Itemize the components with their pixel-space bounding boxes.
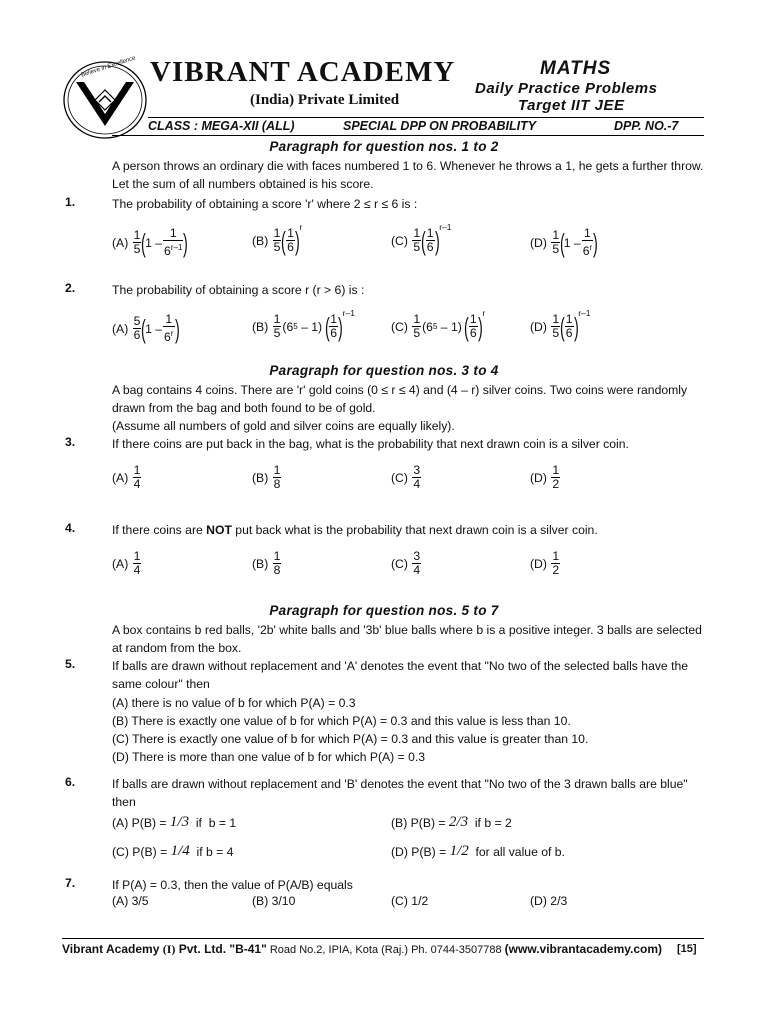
q7-option-c: (C) 1/2: [391, 894, 429, 908]
q4-option-a: [112, 550, 142, 577]
fraction: 3 4: [413, 463, 421, 491]
q5-option-c: (C) There is exactly one value of b for which P(A) = 0.3 and this value is greater than 10.: [112, 732, 589, 746]
paragraph-3-line-1: A box contains b red balls, '2b' white balls and '3b' blue balls where b is a positive integer. 3 balls are selected: [112, 623, 702, 637]
fraction: 1 6: [287, 226, 294, 254]
fraction: 1 8: [273, 549, 281, 577]
fraction: 1 6$^{r-1}$: [164, 226, 183, 259]
question-number: 6.: [65, 775, 76, 789]
q3-option-b: [252, 464, 282, 491]
paragraph-heading-2: Paragraph for question nos. 3 to 4: [269, 363, 499, 378]
q6-option-d: (D) P(B) = 1/2 for all value of b.: [391, 843, 565, 859]
academy-logo: [62, 60, 148, 140]
option-label: (D): [530, 319, 547, 334]
brand-subtitle: (India) Private Limited: [250, 92, 400, 108]
header-rule-top: [148, 117, 704, 118]
question-text-line-2: same colour" then: [112, 677, 210, 691]
q2-option-c: (C) 1 5 (6 5 – 1) ( 1 6 ) r: [391, 307, 486, 342]
fraction: 5 6: [133, 314, 141, 343]
option-label: (A): [112, 321, 129, 336]
q4-option-d: [530, 550, 561, 577]
paragraph-1-line-1: A person throws an ordinary die with faces numbered 1 to 6. Whenever he throws a 1, he gets a further throw.: [112, 159, 704, 173]
q1-option-c: (C) 1 5 ( 1 6 ) r–1: [391, 221, 452, 256]
header-rule-bottom: [112, 135, 704, 136]
q3-option-c: [391, 464, 422, 491]
paragraph-2-line-2: drawn from the bag and both found to be of gold.: [112, 401, 376, 415]
page-number: [15]: [677, 943, 697, 955]
q2-option-d: (D) 1 5 ( 1 6 ) r–1: [530, 307, 591, 342]
topic-label: SPECIAL DPP ON PROBABILITY: [343, 119, 537, 133]
target-title: Target IIT JEE: [518, 97, 625, 114]
fraction: 1 6: [469, 312, 477, 340]
fraction: 1 2: [552, 463, 560, 491]
fraction: 1 4: [133, 549, 141, 577]
paragraph-heading-1: Paragraph for question nos. 1 to 2: [269, 139, 499, 154]
option-label: (D): [530, 556, 547, 571]
fraction: 1 5: [413, 226, 421, 254]
fraction: 1 5: [273, 226, 281, 254]
fraction: 1 6: [426, 226, 434, 254]
option-label: (A): [112, 235, 129, 250]
series-title: Daily Practice Problems: [475, 80, 658, 97]
fraction: 1 4: [133, 463, 141, 491]
subject-title: MATHS: [540, 58, 612, 79]
q5-option-b: (B) There is exactly one value of b for which P(A) = 0.3 and this value is less than 10.: [112, 714, 571, 728]
fraction: 1 6$^r$: [164, 312, 174, 345]
q1-option-d: (D) 1 5 ( 1 – 1 6$^r$ ): [530, 226, 598, 259]
fraction: 1 6: [330, 312, 337, 340]
fraction: 1 5: [133, 228, 141, 257]
question-number: 3.: [65, 435, 76, 449]
paragraph-2-line-1: A bag contains 4 coins. There are 'r' gold coins (0 ≤ r ≤ 4) and (4 – r) silver coins. Two coins were randomly: [112, 383, 688, 397]
q5-option-d: (D) There is more than one value of b for which P(A) = 0.3: [112, 750, 426, 764]
q1-option-a: (A) 1 5 ( 1 – 1 6$^{r-1}$ ): [112, 226, 189, 259]
question-text: If there coins are NOT put back what is the probability that next drawn coin is a silver coin.: [112, 523, 598, 537]
dpp-number: DPP. NO.-7: [614, 119, 679, 133]
paragraph-3-line-2: at random from the box.: [112, 641, 242, 655]
class-label: CLASS : MEGA-XII (ALL): [148, 119, 295, 133]
fraction: 1 5: [552, 312, 560, 340]
fraction: 1 8: [273, 463, 281, 491]
website-link[interactable]: (www.vibrantacademy.com): [504, 942, 663, 956]
question-text-line-2: then: [112, 795, 136, 809]
option-label: (B): [252, 319, 269, 334]
q6-option-c: (C) P(B) = 1/4 if b = 4: [112, 843, 234, 859]
question-number: 7.: [65, 876, 76, 890]
option-label: (B): [252, 556, 269, 571]
option-label: (D): [530, 235, 547, 250]
fraction: 1 5: [552, 228, 560, 257]
option-label: (C): [391, 233, 408, 248]
fraction: 1 2: [552, 549, 560, 577]
fraction: 1 5: [273, 312, 281, 340]
q4-option-c: [391, 550, 422, 577]
q2-option-b: (B) 1 5 (6 5 – 1) ( 1 6 ) r–1: [252, 307, 355, 342]
q2-option-a: (A) 5 6 ( 1 – 1 6$^r$ ): [112, 312, 180, 345]
q7-option-a: (A) 3/5: [112, 894, 149, 908]
question-text: The probability of obtaining a score r (r > 6) is :: [112, 283, 365, 297]
footer-address: Vibrant Academy (I) Pvt. Ltd. "B-41" Road No.2, IPIA, Kota (Raj.) Ph. 0744-3507788 (www.vibrantacademy.com): [62, 942, 663, 956]
option-label: (A): [112, 556, 129, 571]
question-text-line-1: If balls are drawn without replacement and 'B' denotes the event that "No two of the 3 drawn balls are blue": [112, 777, 688, 791]
math-term: 1 –: [563, 235, 581, 250]
brand-name: VIBRANT ACADEMY: [150, 56, 456, 88]
logo-motto: Believe in Excellence: [80, 55, 137, 79]
fraction: 1 5: [413, 312, 421, 340]
q4-option-b: [252, 550, 282, 577]
option-label: (D): [530, 470, 547, 485]
q6-option-b: (B) P(B) = 2/3 if b = 2: [391, 814, 512, 830]
q1-option-b: (B) 1 5 ( 1 6 ) r: [252, 221, 303, 256]
q3-option-d: [530, 464, 561, 491]
question-text: If there coins are put back in the bag, what is the probability that next drawn coin is a silver coin.: [112, 437, 629, 451]
option-label: (C): [391, 470, 408, 485]
fraction: 1 6: [565, 312, 573, 340]
footer-rule: [62, 938, 704, 939]
math-term: 1 –: [145, 235, 163, 250]
option-label: (A): [112, 470, 129, 485]
option-label: (B): [252, 470, 269, 485]
option-label: (B): [252, 233, 269, 248]
question-number: 1.: [65, 195, 76, 209]
question-number: 2.: [65, 281, 76, 295]
question-number: 5.: [65, 657, 76, 671]
question-text-line-1: If balls are drawn without replacement and 'A' denotes the event that "No two of the selected balls have the: [112, 659, 689, 673]
paragraph-2-line-3: (Assume all numbers of gold and silver coins are equally likely).: [112, 419, 455, 433]
paragraph-heading-3: Paragraph for question nos. 5 to 7: [269, 603, 499, 618]
fraction: 3 4: [413, 549, 421, 577]
q7-option-d: (D) 2/3: [530, 894, 568, 908]
question-number: 4.: [65, 521, 76, 535]
option-label: (C): [391, 319, 408, 334]
q3-option-a: [112, 464, 142, 491]
q5-option-a: (A) there is no value of b for which P(A) = 0.3: [112, 696, 356, 710]
option-label: (C): [391, 556, 408, 571]
question-text: If P(A) = 0.3, then the value of P(A/B) equals: [112, 878, 353, 892]
q6-option-a: (A) P(B) = 1/3 if b = 1: [112, 814, 237, 830]
paragraph-1-line-2: Let the sum of all numbers obtained is his score.: [112, 177, 374, 191]
q7-option-b: (B) 3/10: [252, 894, 296, 908]
fraction: 1 6$^r$: [582, 226, 593, 259]
question-text: The probability of obtaining a score 'r' where 2 ≤ r ≤ 6 is :: [112, 197, 418, 211]
math-term: 1 –: [145, 321, 163, 336]
